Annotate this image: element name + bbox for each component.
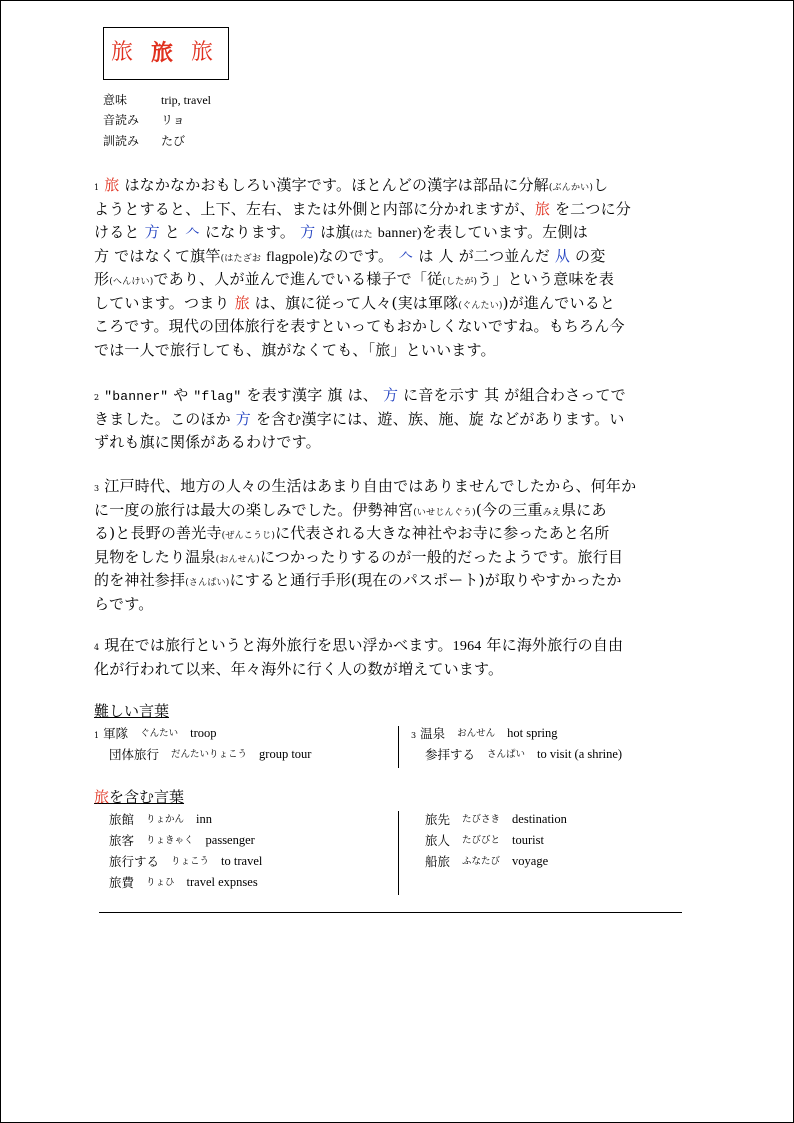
- text-line: では一人で旅行しても、旗がなくても、「旅」といいます。: [94, 340, 496, 359]
- containing-words-left: [109, 809, 262, 893]
- text-line: ずれも旗に関係があるわけです。: [94, 433, 321, 451]
- vocab-item: 団体旅行 だんたいりょこう group tour: [109, 747, 312, 762]
- kanji-display-box: [103, 27, 229, 80]
- difficult-words-right: [411, 723, 622, 765]
- text-line: $^3$ 江戸時代、地方の人々の生活はあまり自由ではありませんでしたから、何年か: [94, 477, 637, 495]
- info-value: リョ: [161, 113, 185, 127]
- containing-words-heading: 旅を含む言葉: [94, 788, 185, 806]
- text-line: る)と長野の善光寺(ぜんこうじ)に代表される大きな神社やお寺に参ったあと名所: [94, 524, 610, 542]
- kanji-glyph-serif: 旅: [151, 40, 174, 66]
- bottom-rule: [99, 912, 682, 913]
- difficult-words-heading: 難しい言葉: [94, 702, 170, 720]
- column-divider: [398, 811, 399, 895]
- text-line: 形(へんけい)であり、人が並んで進んでいる様子で「従(したが)う」という意味を表: [94, 270, 615, 288]
- vocab-item: 1 軍隊 ぐんたい troop: [94, 726, 217, 741]
- info-value: たび: [161, 134, 186, 148]
- vocab-item: 旅客 りょきゃく passenger: [109, 833, 255, 848]
- difficult-words-left: [94, 723, 311, 765]
- text-line: きました。このほか 方 を含む漢字には、遊、族、施、旋 などがあります。い: [94, 409, 625, 428]
- text-line: 見物をしたり温泉(おんせん)につかったりするのが一般的だったようです。旅行目: [94, 547, 624, 566]
- text-line: ころです。現代の団体旅行を表すといってもおかしくないですね。もちろん今: [94, 317, 625, 335]
- vocab-item: 3 温泉 おんせん hot spring: [411, 726, 558, 741]
- text-line: 方 ではなくて旗竿(はたざお flagpole)なのです。 𠆢 は 人 が二つ並んだ 从 の変: [94, 246, 606, 265]
- vocab-item: 参拝する さんぱい to visit (a shrine): [425, 747, 623, 762]
- paragraph-2: [94, 384, 704, 455]
- info-label: 意味: [103, 93, 128, 107]
- paragraph-4: [94, 634, 704, 681]
- text-line: に一度の旅行は最大の楽しみでした。伊勢神宮(いせじんぐう)(今の三重みえ県にあ: [94, 500, 607, 519]
- vocab-item: 旅先 たびさき destination: [425, 812, 567, 827]
- text-line: $^2$ "banner" や "flag" を表す漢字 旗 は、 方 に音を示す 其 が組合わさってで: [94, 386, 626, 404]
- text-line: しています。つまり 旅 は、旗に従って人々(実は軍隊(ぐんたい))が進んでいると: [94, 293, 616, 312]
- vocab-item: 船旅 ふなたび voyage: [425, 854, 549, 869]
- text-line: けると 方 と 𠆢 になります。 方 は旗(はた banner)を表しています。左側は: [94, 223, 588, 241]
- text-line: ようとすると、上下、左右、または外側と内部に分かれますが、旅 を二つに分: [94, 199, 631, 218]
- text-line: $^4$ 現在では旅行というと海外旅行を思い浮かべます。1964 年に海外旅行の自由: [94, 636, 624, 654]
- info-label: 音読み: [103, 113, 140, 127]
- kanji-glyph-brush: 旅: [191, 40, 214, 65]
- paragraph-3: [94, 475, 704, 616]
- paragraph-1: [94, 174, 704, 362]
- kanji-glyph-sans: 旅: [111, 40, 134, 65]
- vocab-item: 旅費 りょひ travel expnses: [109, 875, 258, 890]
- info-value: trip, travel: [161, 93, 211, 107]
- vocab-item: 旅人 たびびと tourist: [425, 833, 544, 848]
- info-label: 訓読み: [103, 134, 140, 148]
- column-divider: [398, 726, 399, 768]
- containing-words-right: [425, 809, 567, 872]
- text-line: $^1$ 旅 はなかなかおもしろい漢字です。ほとんどの漢字は部品に分解(ぶんかい)し: [94, 176, 609, 194]
- text-line: 化が行われて以来、年々海外に行く人の数が増えています。: [94, 659, 504, 678]
- text-line: らです。: [94, 594, 154, 613]
- vocab-item: 旅館 りょかん inn: [109, 812, 213, 827]
- vocab-item: 旅行する りょこう to travel: [109, 854, 263, 869]
- text-line: 的を神社参拝(さんぱい)にすると通行手形(現在のパスポート)が取りやすかったか: [94, 571, 622, 589]
